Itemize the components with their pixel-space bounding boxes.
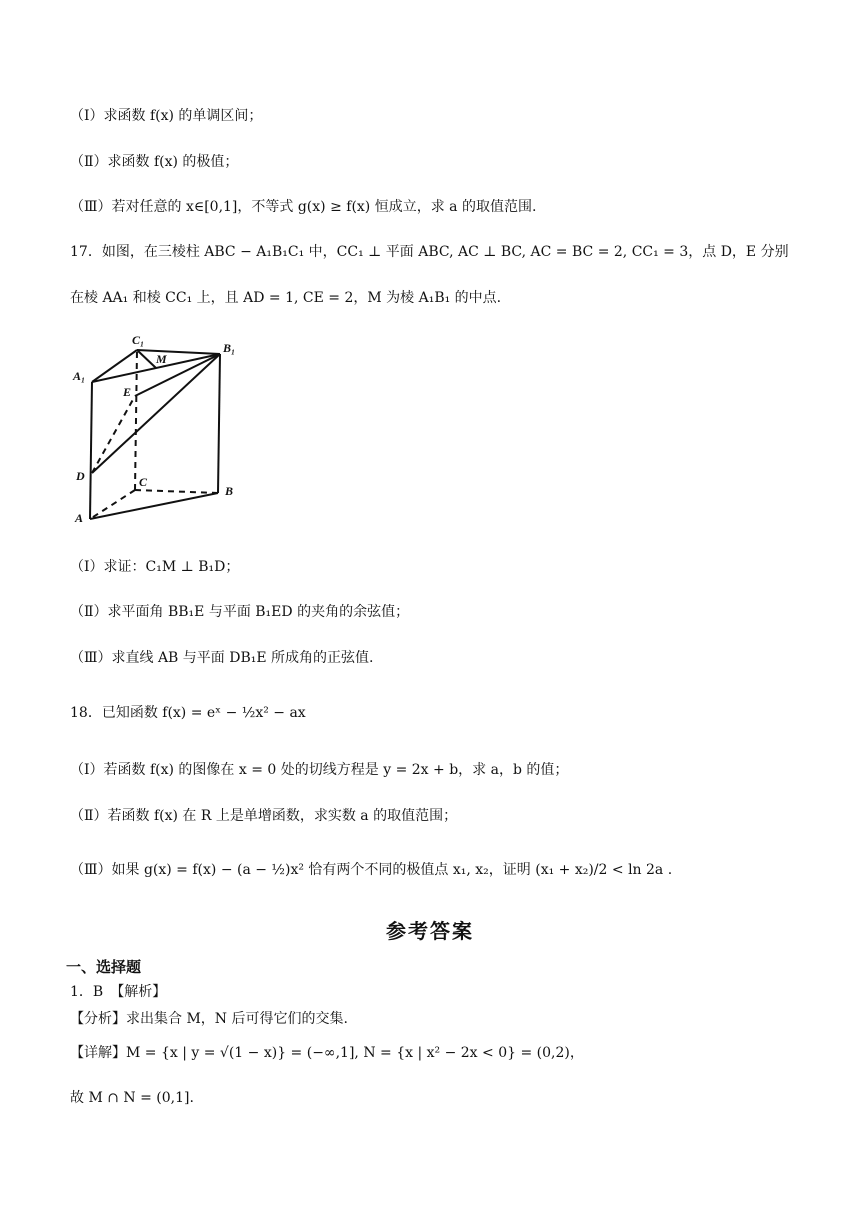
answer1-analysis: 【分析】求出集合 M，N 后可得它们的交集. (70, 1011, 348, 1027)
q18-stem: 18．已知函数 f(x) = eˣ − ½x² − ax (70, 705, 306, 721)
q17-stem-line2: 在棱 AA₁ 和棱 CC₁ 上，且 AD = 1, CE = 2，M 为棱 A₁B₁ 的中点. (70, 290, 502, 306)
label-D: D (76, 469, 85, 483)
q18-part3: （Ⅲ）如果 g(x) = f(x) − (a − ½)x² 恰有两个不同的极值点 x₁, x₂，证明 (x₁ + x₂)/2 < ln 2a . (70, 862, 673, 878)
label-E: E (123, 385, 132, 399)
q17-stem-line1: 17．如图，在三棱柱 ABC − A₁B₁C₁ 中，CC₁ ⊥ 平面 ABC, AC ⊥ BC, AC = BC = 2, CC₁ = 3，点 D，E 分别 (70, 244, 789, 260)
q18-part1: （Ⅰ）若函数 f(x) 的图像在 x = 0 处的切线方程是 y = 2x + b，求 a，b 的值； (70, 762, 569, 778)
edge-A-B (90, 493, 218, 519)
edge-D-E (92, 396, 135, 473)
label-B: B (225, 484, 234, 498)
label-B1: B₁ (223, 341, 236, 355)
edge-A-A1 (90, 382, 92, 519)
q17-part1: （Ⅰ）求证：C₁M ⊥ B₁D； (70, 559, 240, 575)
edge-C1-M (137, 350, 156, 368)
edge-C-B (135, 490, 218, 493)
q16-part1: （Ⅰ）求函数 f(x) 的单调区间； (70, 108, 263, 124)
label-A: A (75, 511, 84, 525)
q18-part2: （Ⅱ）若函数 f(x) 在 R 上是单增函数，求实数 a 的取值范围； (70, 808, 458, 824)
label-M: M (156, 352, 167, 366)
answer1-result: 故 M ∩ N = (0,1]. (70, 1090, 194, 1106)
edge-C1-B1 (137, 350, 220, 354)
label-A1: A₁ (73, 369, 86, 383)
prism-figure (68, 328, 248, 528)
answer1-head: 1．B 【解析】 (70, 984, 167, 1000)
section-heading: 一、选择题 (66, 958, 142, 976)
answer1-detail: 【详解】M = {x | y = √(1 − x)} = (−∞,1], N = {x | x² − 2x < 0} = (0,2)， (70, 1045, 584, 1061)
label-C: C (139, 475, 148, 489)
q16-part2: （Ⅱ）求函数 f(x) 的极值； (70, 154, 239, 170)
answers-title: 参考答案 (386, 919, 474, 943)
edge-B-B1 (218, 354, 220, 493)
edge-C-C1 (135, 350, 137, 490)
q17-part3: （Ⅲ）求直线 AB 与平面 DB₁E 所成角的正弦值. (70, 650, 374, 666)
label-C1: C₁ (132, 333, 145, 347)
q16-part3: （Ⅲ）若对任意的 x∈[0,1]，不等式 g(x) ≥ f(x) 恒成立，求 a 的取值范围. (70, 199, 537, 215)
q17-part2: （Ⅱ）求平面角 BB₁E 与平面 B₁ED 的夹角的余弦值； (70, 604, 410, 620)
edge-D-B1 (92, 354, 220, 473)
